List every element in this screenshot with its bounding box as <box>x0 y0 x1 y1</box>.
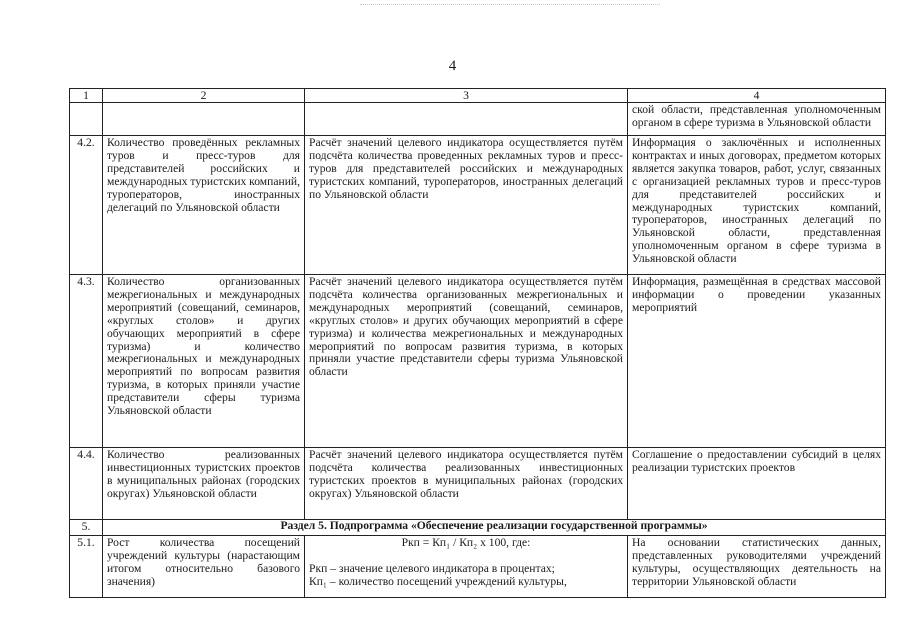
continuation-indicator <box>103 103 305 136</box>
table-row <box>70 275 886 448</box>
indicator-cell: Количество реализованных инвестиционных туристских проектов в муниципальных районах (городских округах) Ульяновской области <box>103 448 305 520</box>
source-cell: Информация о заключённых и исполненных контрактах и иных договорах, предметом которых является закупка товаров, работ, услуг, связанных с организацией рекламных туров и пресс-туров для представителей российских и международных туристских компаний, туроператоров, иностранных делегаций по Ульяновской области, представленная уполномоченным органом в сфере туризма в Ульяновской области <box>628 136 886 275</box>
table-row <box>70 136 886 275</box>
row-number: 5.1. <box>70 535 103 597</box>
header-col-4: 4 <box>628 89 886 103</box>
header-col-3: 3 <box>305 89 628 103</box>
header-col-2: 2 <box>103 89 305 103</box>
section-title: Раздел 5. Подпрограмма «Обеспечение реализации государственной программы» <box>103 520 886 536</box>
continuation-num <box>70 103 103 136</box>
formula: Ркп = Кп₁ / Кп₂ x 100, где: <box>401 535 531 549</box>
method-cell <box>305 535 628 597</box>
section-number: 5. <box>70 520 103 536</box>
source-cell: Соглашение о предоставлении субсидий в целях реализации туристских проектов <box>628 448 886 520</box>
method-cell: Расчёт значений целевого индикатора осуществляется путём подсчёта количества реализованных инвестиционных туристских проектов в муниципальных районах (городских округах) Ульяновской области <box>305 448 628 520</box>
header-col-1: 1 <box>70 89 103 103</box>
row-number: 4.3. <box>70 275 103 448</box>
row-number: 4.2. <box>70 136 103 275</box>
continuation-method <box>305 103 628 136</box>
scan-artifact <box>360 4 660 7</box>
indicators-table <box>69 88 886 598</box>
continuation-source: ской области, представленная уполномоченным органом в сфере туризма в Ульяновской области <box>628 103 886 136</box>
table-header-row <box>70 89 886 103</box>
indicator-cell: Количество проведённых рекламных туров и пресс-туров для представителей российских и международных туристских компаний, туроператоров, иностранных делегаций по Ульяновской области <box>103 136 305 275</box>
table-row <box>70 448 886 520</box>
section-row <box>70 520 886 536</box>
method-cell: Расчёт значений целевого индикатора осуществляется путём подсчёта количества проведенных рекламных туров и пресс-туров для представителей российских и международных туристских компаний, туроператоров, иностранных делегаций по Ульяновской области <box>305 136 628 275</box>
table-row <box>70 535 886 597</box>
source-cell: На основании статистических данных, представленных руководителями учреждений культуры, осуществляющих деятельность на территории Ульяновской области <box>628 535 886 597</box>
indicator-cell: Рост количества посещений учреждений культуры (нарастающим итогом относительно базового значения) <box>103 535 305 597</box>
formula-definition: Ркп – значение целевого индикатора в процентах; <box>309 561 555 575</box>
page-number: 4 <box>448 58 457 74</box>
continuation-row <box>70 103 886 136</box>
method-cell: Расчёт значений целевого индикатора осуществляется путём подсчёта количества организованных межрегиональных и международных мероприятий (совещаний, семинаров, «круглых столов» и других обучающих мероприятий в сфере туризма) и количества межрегиональных и международных мероприятий по вопросам развития туризма, в которых приняли участие представители сферы туризма Ульяновской области <box>305 275 628 448</box>
row-number: 4.4. <box>70 448 103 520</box>
source-cell: Информация, размещённая в средствах массовой информации о проведении указанных мероприятий <box>628 275 886 448</box>
formula-definition: Кп₁ – количество посещений учреждений культуры, <box>309 574 567 588</box>
indicator-cell: Количество организованных межрегиональных и международных мероприятий (совещаний, семинаров, «круглых столов» и других обучающих мероприятий в сфере туризма) и количество межрегиональных и международных мероприятий по вопросам развития туризма, в которых приняли участие представители сферы туризма Ульяновской области <box>103 275 305 448</box>
